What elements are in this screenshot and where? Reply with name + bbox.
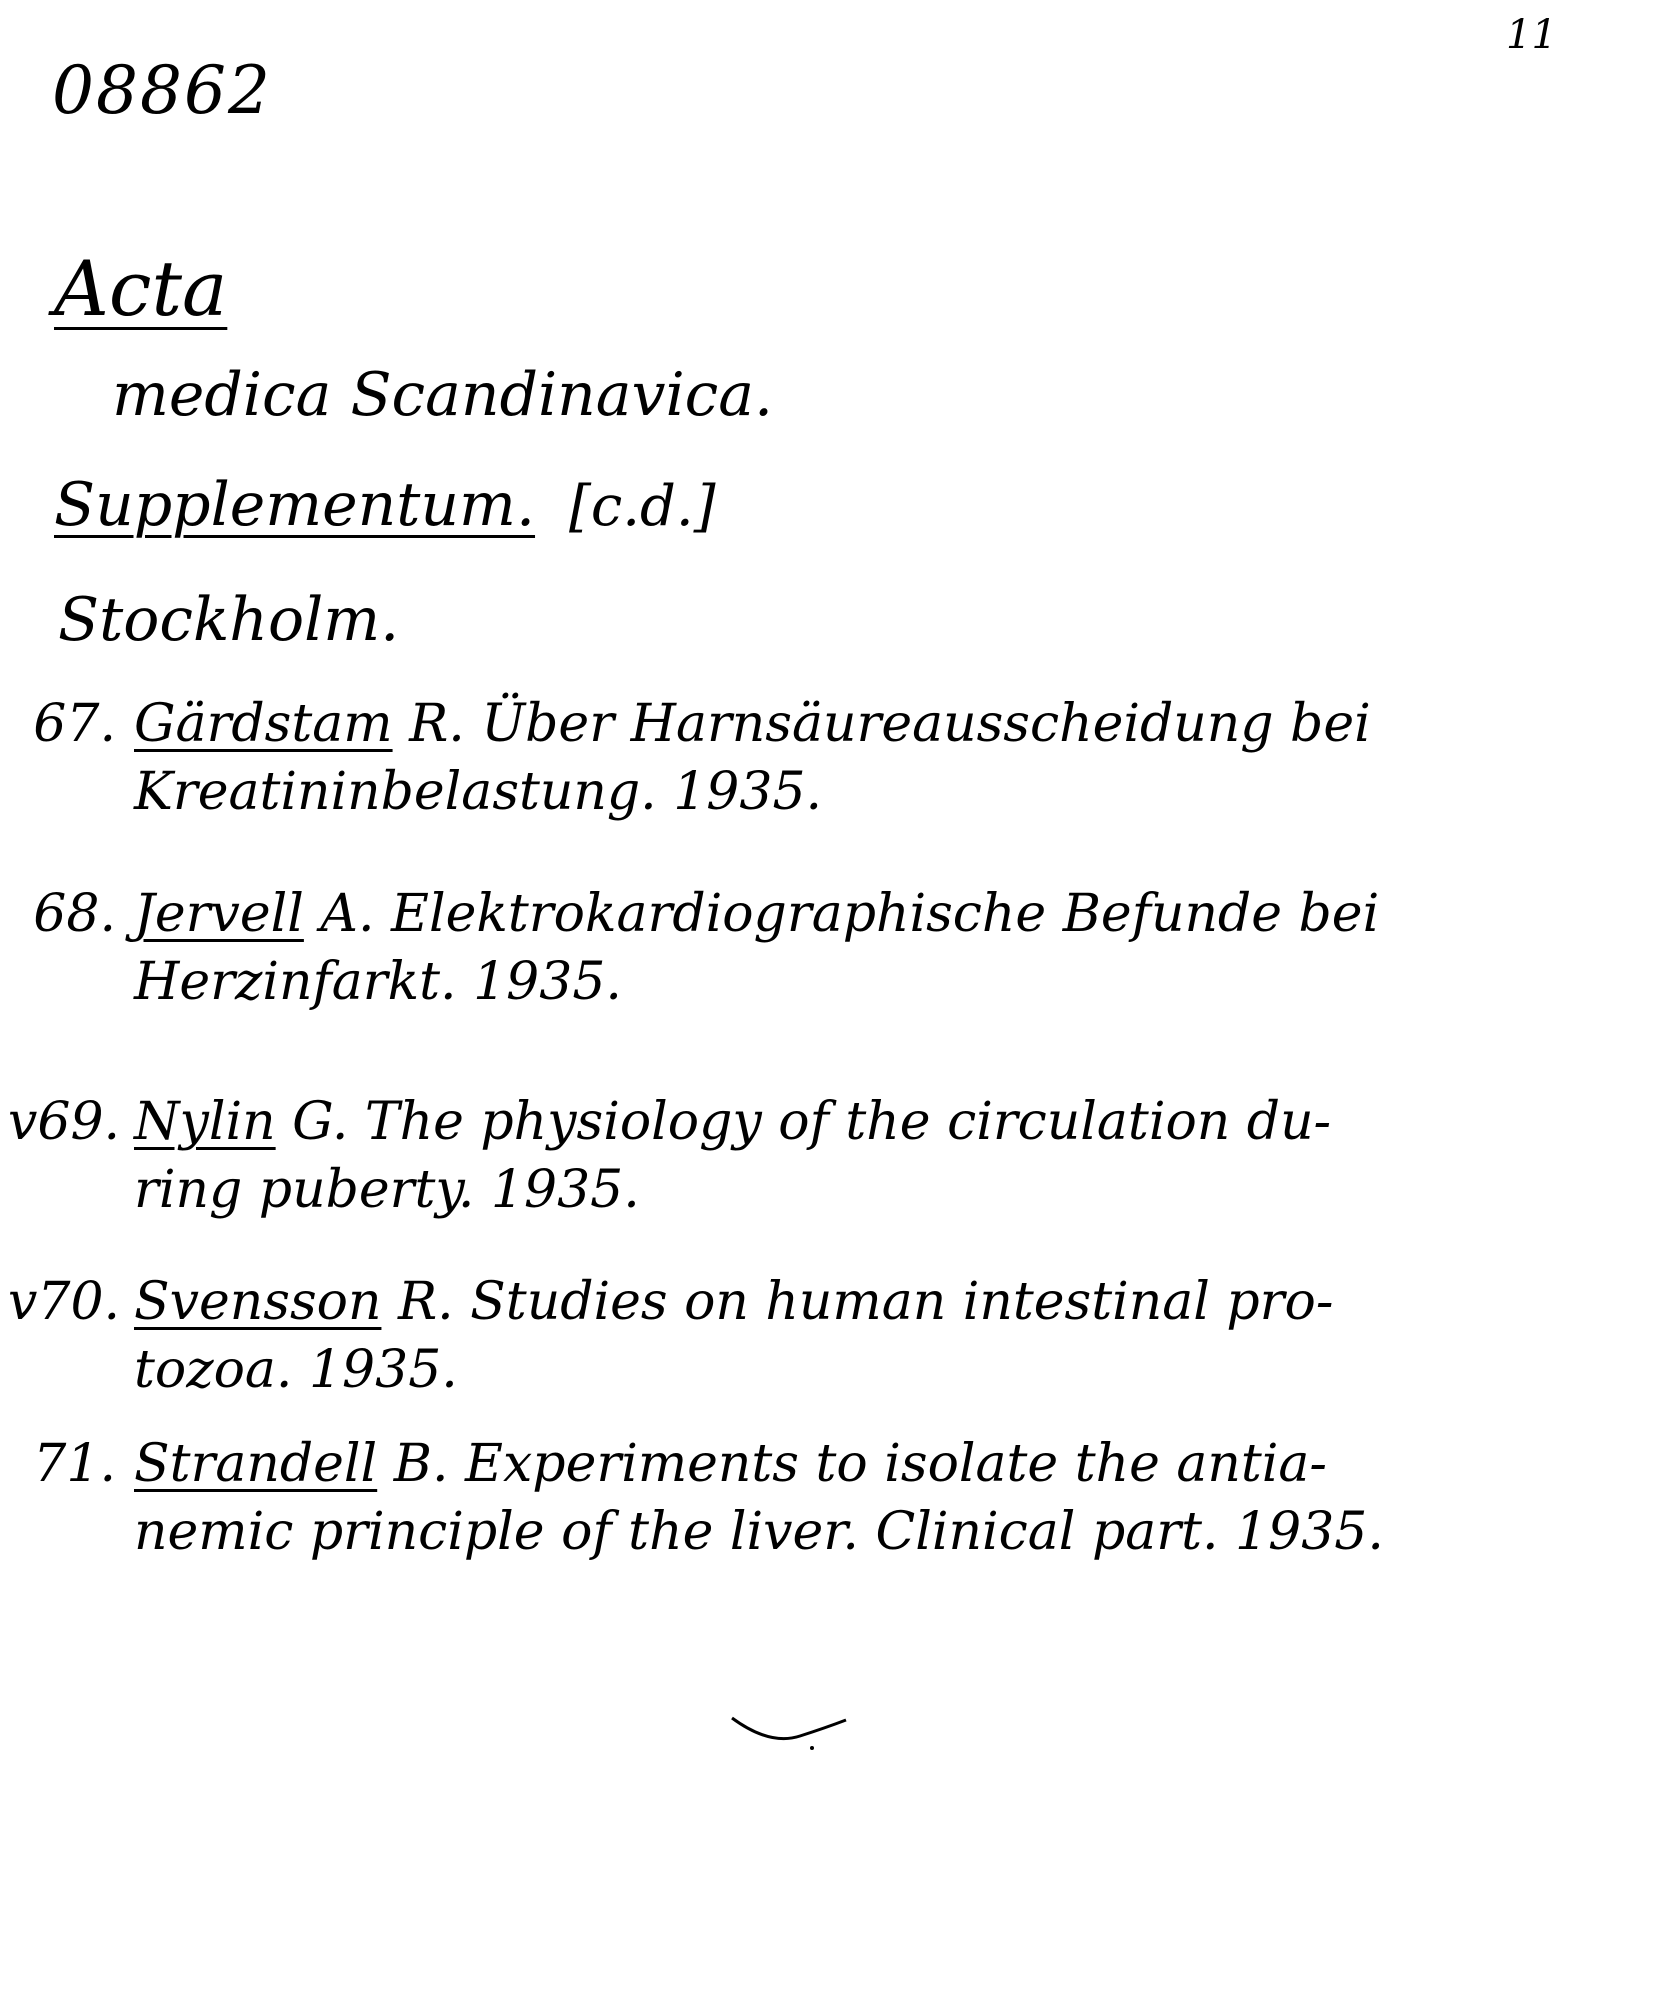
entry-title-continued: nemic principle of the liver. Clinical part. 1935.	[134, 1502, 1384, 1562]
entry-number: v70.	[8, 1272, 121, 1332]
entry-title: R. Über Harnsäureausscheidung bei	[392, 694, 1371, 754]
entry-title: A. Elektrokardiographische Befunde bei	[303, 884, 1380, 944]
entry-author: Nylin	[134, 1092, 276, 1152]
entry-line-2	[8, 1156, 1331, 1224]
publication-place: Stockholm.	[58, 585, 400, 655]
entry-author: Svensson	[134, 1272, 382, 1332]
entry-author: Gärdstam	[134, 694, 393, 754]
entry-line-2	[8, 1336, 1333, 1404]
entry-line-1	[8, 1268, 1333, 1336]
entry-number: v69.	[8, 1092, 121, 1152]
supplement-label: Supplementum.	[54, 470, 536, 540]
entry-line-1	[8, 1088, 1331, 1156]
entry-author: Jervell	[134, 884, 304, 944]
series-subtitle: medica Scandinavica.	[112, 360, 774, 430]
entry-number: 67.	[33, 694, 116, 754]
card-code: 08862	[52, 52, 272, 129]
supplement-note: [c.d.]	[569, 474, 716, 539]
entry-68	[8, 880, 1379, 1016]
end-flourish	[730, 1712, 850, 1752]
supplement-row	[54, 470, 716, 540]
entry-67	[8, 690, 1371, 826]
entry-69	[8, 1088, 1331, 1224]
entry-title-continued: tozoa. 1935.	[134, 1340, 458, 1400]
entry-title-continued: ring puberty. 1935.	[134, 1160, 640, 1220]
entry-line-1	[8, 690, 1371, 758]
entry-line-2	[8, 758, 1371, 826]
entry-number: 68.	[33, 884, 116, 944]
series-title: Acta	[54, 244, 228, 333]
page-number: 11	[1506, 12, 1557, 58]
entry-line-2	[8, 948, 1379, 1016]
entry-title-continued: Herzinfarkt. 1935.	[134, 952, 622, 1012]
entry-title: G. The physiology of the circulation du-	[275, 1092, 1332, 1152]
entry-70	[8, 1268, 1333, 1404]
entry-author: Strandell	[134, 1434, 378, 1494]
entry-line-1	[8, 880, 1379, 948]
entry-title: B. Experiments to isolate the antia-	[377, 1434, 1327, 1494]
entry-title: R. Studies on human intestinal pro-	[381, 1272, 1334, 1332]
entry-number: 71.	[33, 1434, 116, 1494]
entry-line-2	[26, 1498, 1384, 1566]
entry-line-1	[26, 1430, 1384, 1498]
entry-71	[26, 1430, 1384, 1566]
entry-title-continued: Kreatininbelastung. 1935.	[134, 762, 823, 822]
